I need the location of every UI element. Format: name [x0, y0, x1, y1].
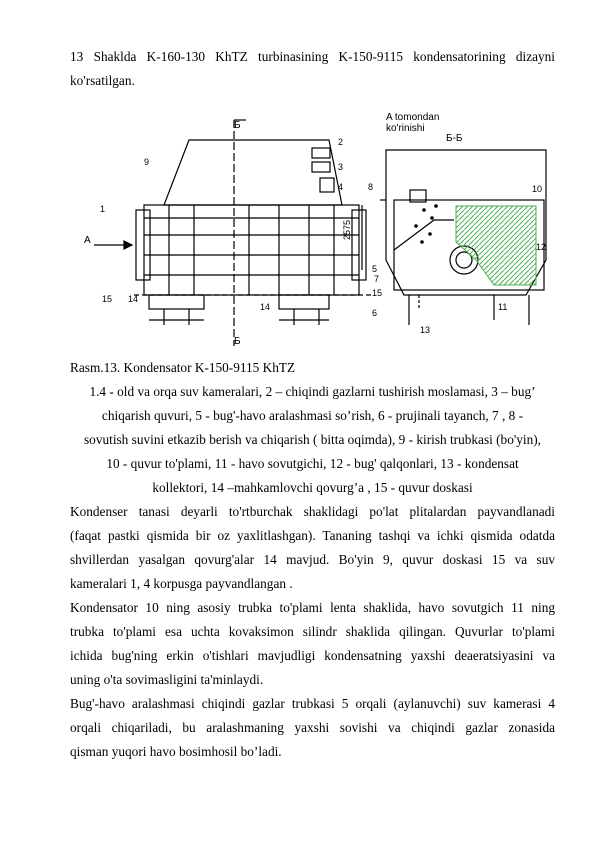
callout-14a: 14	[128, 294, 139, 304]
callout-4: 4	[338, 182, 344, 192]
paragraph-line: ichida bug'ning erkin o'tishlari mavjudligi kondensatning yaxshi deaeratsiyasini va	[70, 648, 555, 663]
body-paragraph	[70, 692, 555, 764]
section-mark-bottom: Б	[234, 336, 241, 346]
paragraph-line: Kondensator 10 ning asosiy trubka to'plami lenta shaklida, havo sovutgich 11 ning	[70, 600, 555, 615]
callout-1: 1	[100, 204, 106, 214]
section-mark-top: Б	[234, 120, 241, 131]
a-view-label-2: ko'rinishi	[386, 123, 425, 134]
figure-caption: Rasm.13. Kondensator K-150-9115 KhTZ	[70, 360, 296, 375]
callout-9: 9	[144, 157, 150, 167]
condenser-figure	[74, 110, 558, 346]
intro-line: ko'rsatilgan.	[70, 73, 135, 88]
callout-3: 3	[338, 162, 344, 172]
section-label: Б-Б	[446, 133, 463, 144]
legend-line: chiqarish quvuri, 5 - bug'-havo aralashmasi so’rish, 6 - prujinali tayanch, 7 , 8 -	[101, 408, 524, 423]
a-arrow-label: A	[84, 235, 91, 246]
paragraph-line: trubka to'plami esa uchta kovaksimon silindr shaklida qilingan. Quvurlar to'plami	[70, 624, 555, 639]
callout-15b: 15	[372, 288, 383, 298]
paragraph-line: qisman yuqori havo bosimhosil bo’ladi.	[70, 744, 282, 759]
dimension-label: 2575	[342, 219, 352, 240]
paragraph-line: orqali chiqariladi, bu aralashmaning yaxshi sovishi va chiqindi gazlar zonasida	[70, 720, 555, 735]
callout-14b: 14	[260, 302, 271, 312]
legend-line: 10 - quvur to'plami, 11 - havo sovutgichi, 12 - bug' qalqonlari, 13 - kondensat	[106, 456, 519, 471]
paragraph-line: shvillerdan yasalgan qovurg'alar 14 mavjud. Bo'yin 9, quvur doskasi 15 va suv	[70, 552, 555, 567]
intro-paragraph	[70, 45, 555, 93]
body-paragraph	[70, 500, 555, 596]
callout-5: 5	[372, 264, 378, 274]
callout-12: 12	[536, 242, 547, 252]
body-paragraph	[70, 596, 555, 692]
paragraph-line: Bug'-havo aralashmasi chiqindi gazlar trubkasi 5 orqali (aylanuvchi) suv kamerasi 4	[70, 696, 555, 711]
paragraph-line: uning o'ta sovimasligini ta'minlaydi.	[70, 672, 264, 687]
callout-15a: 15	[102, 294, 113, 304]
intro-line: 13 Shaklda K-160-130 KhTZ turbinasining K-150-9115 kondensatorining dizayni	[70, 49, 555, 64]
paragraph-line: Kondenser tanasi deyarli to'rtburchak shaklidagi po'lat plitalardan payvandlanadi	[70, 504, 555, 519]
condenser-drawing	[74, 110, 558, 346]
callout-10: 10	[532, 184, 543, 194]
callout-11: 11	[498, 302, 508, 312]
legend-line: sovutish suvini etkazib berish va chiqarish ( bitta oqimda), 9 - kirish trubkasi (bo'yin),	[84, 432, 541, 447]
legend-line: 1.4 - old va orqa suv kameralari, 2 – chiqindi gazlarni tushirish moslamasi, 3 – bug’	[89, 384, 536, 399]
callout-6: 6	[372, 308, 378, 318]
legend-line: kollektori, 14 –mahkamlovchi qovurg’a , 15 - quvur doskasi	[152, 480, 473, 495]
paragraph-line: (faqat pastki qismida bir oz yaxlitlashgan). Tananing tashqi va ichki qismida odatda	[70, 528, 555, 543]
callout-7: 7	[374, 274, 380, 284]
figure-legend	[66, 380, 559, 500]
callout-2: 2	[338, 137, 344, 147]
paragraph-line: kameralari 1, 4 korpusga payvandlangan .	[70, 576, 293, 591]
callout-8: 8	[368, 182, 374, 192]
a-view-label: A tomondan	[386, 112, 440, 123]
callout-13: 13	[420, 325, 431, 335]
